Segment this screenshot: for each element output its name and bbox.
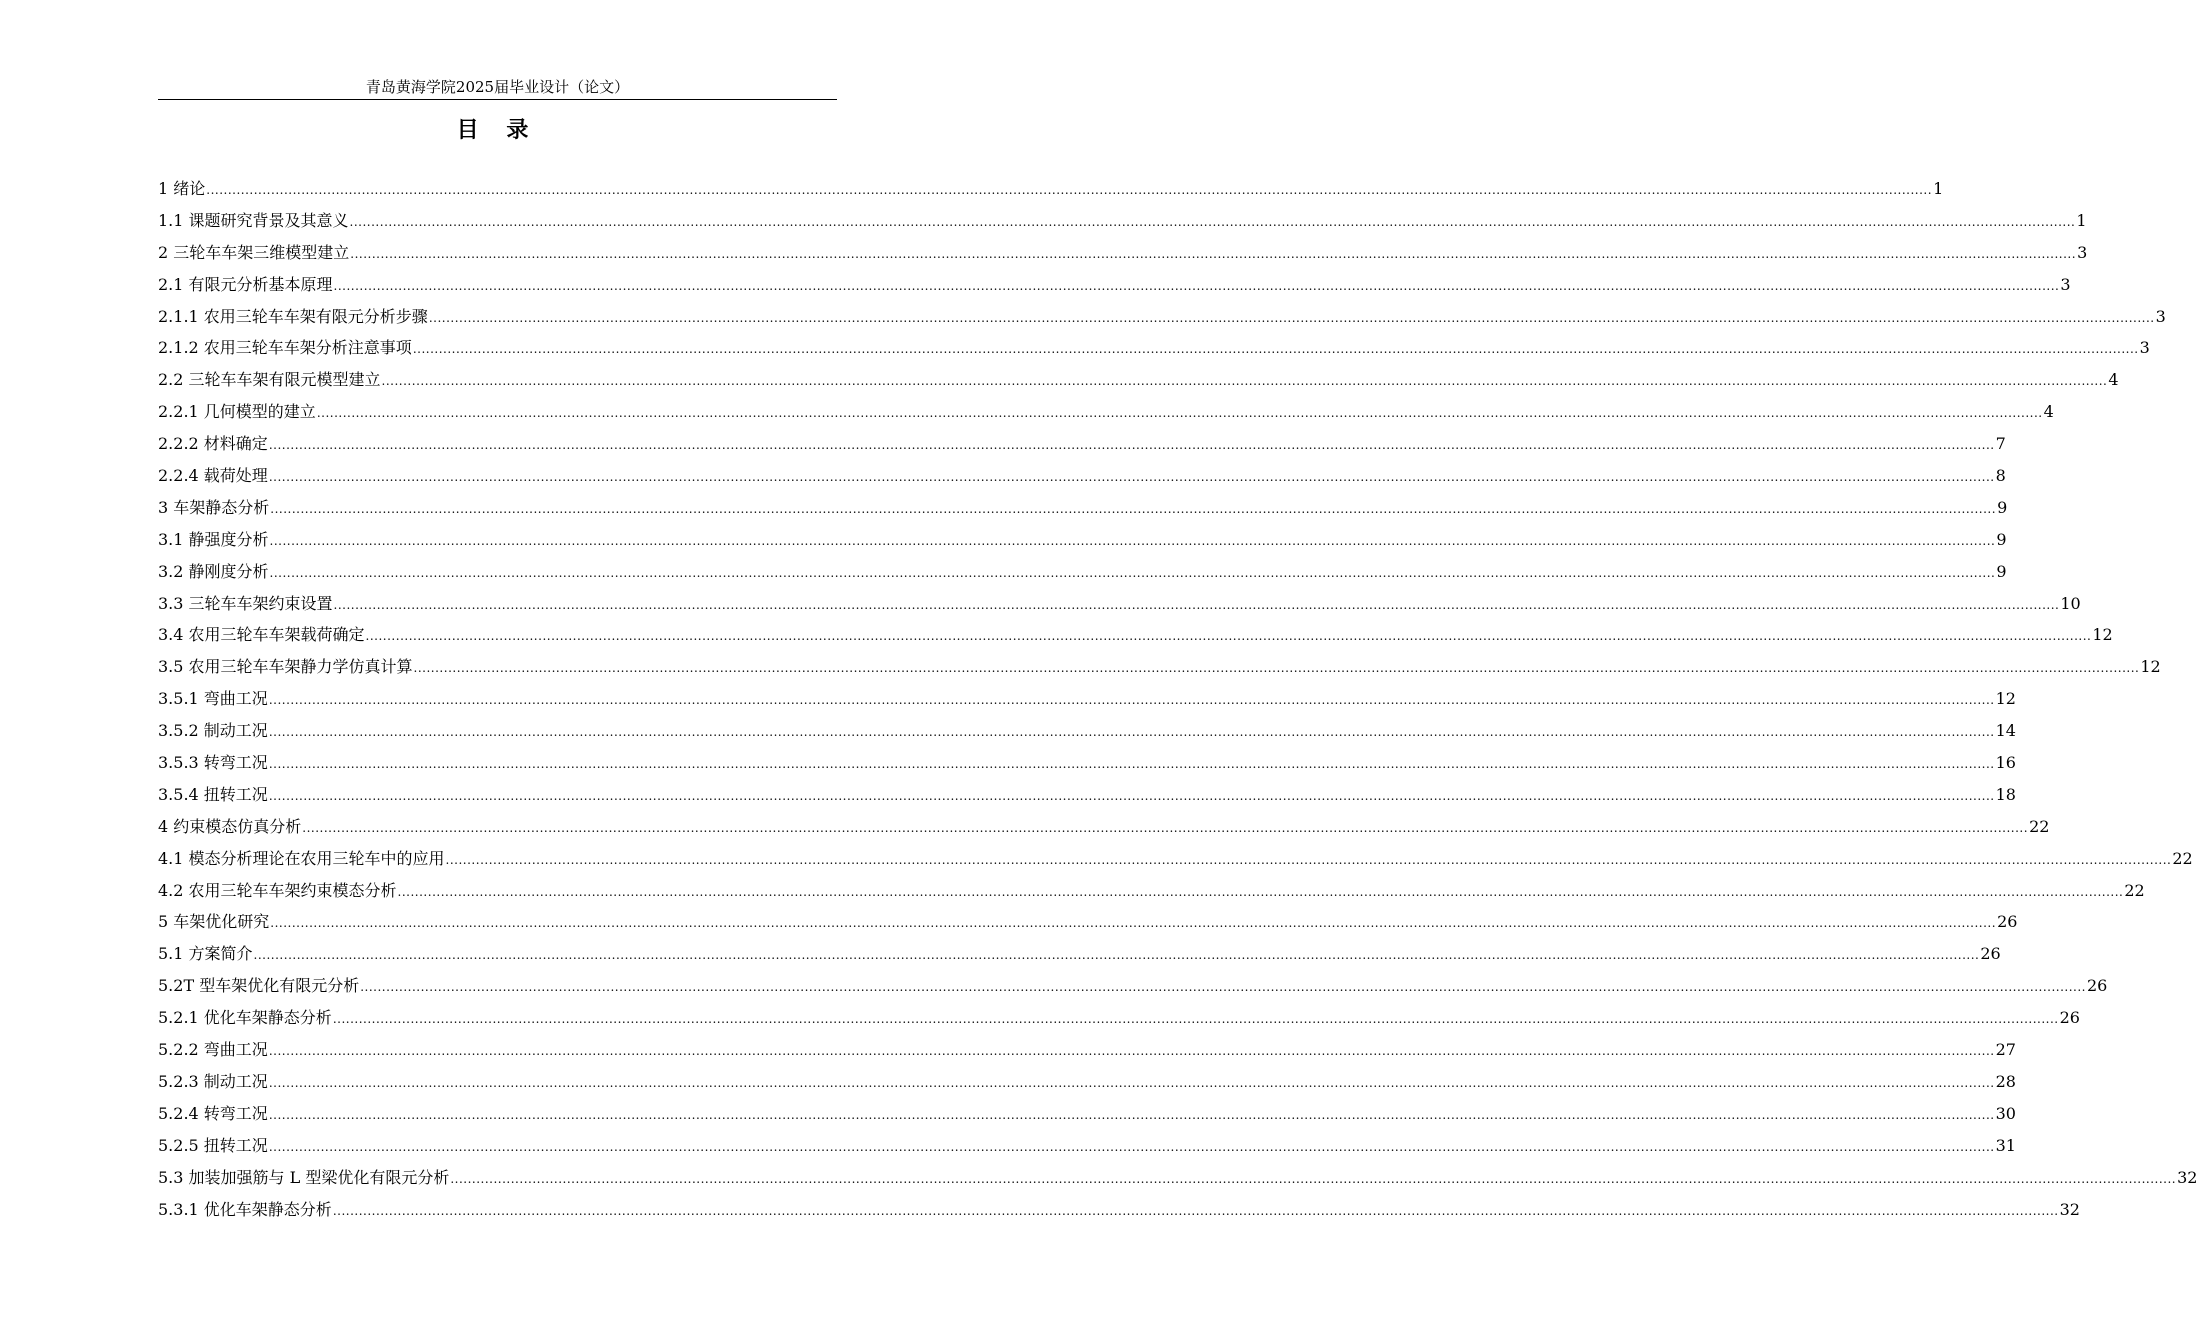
- toc-leader-dots: ................................................................................................................................................................................................................................................................................................................................................................................................................: [268, 725, 1995, 740]
- toc-entry-page: 3: [2139, 338, 2150, 358]
- toc-entry-page: 9: [1996, 529, 2007, 549]
- toc-leader-dots: ................................................................................................................................................................................................................................................................................................................................................................................................................: [268, 470, 1995, 485]
- toc-entry[interactable]: [158, 524, 2007, 556]
- toc-entry[interactable]: [158, 906, 2018, 938]
- toc-entry-label: 4 约束模态仿真分析: [158, 816, 302, 836]
- toc-entry-page: 22: [2029, 816, 2050, 836]
- toc-title: 目 录: [456, 118, 539, 143]
- toc-entry-page: 26: [1997, 912, 2018, 932]
- toc-entry-label: 2.1.2 农用三轮车车架分析注意事项: [158, 338, 412, 358]
- toc-entry-label: 3.1 静强度分析: [158, 529, 269, 549]
- toc-leader-dots: ................................................................................................................................................................................................................................................................................................................................................................................................................: [269, 565, 1996, 580]
- toc-leader-dots: ................................................................................................................................................................................................................................................................................................................................................................................................................: [270, 501, 1997, 516]
- toc-leader-dots: ................................................................................................................................................................................................................................................................................................................................................................................................................: [397, 884, 2124, 899]
- toc-entry-label: 3.5 农用三轮车车架静力学仿真计算: [158, 657, 413, 677]
- toc-entry[interactable]: [158, 301, 2166, 333]
- toc-entry-page: 26: [2087, 976, 2108, 996]
- toc-entry-label: 3.5.3 转弯工况: [158, 753, 268, 773]
- toc-entry-page: 12: [2140, 657, 2161, 677]
- toc-entry-page: 8: [1995, 466, 2006, 486]
- toc-entry-page: 10: [2060, 593, 2081, 613]
- toc-entry-page: 26: [1980, 944, 2001, 964]
- toc-entry-label: 1 绪论: [158, 179, 206, 198]
- toc-leader-dots: ................................................................................................................................................................................................................................................................................................................................................................................................................: [302, 820, 2029, 835]
- toc-entry-label: 4.1 模态分析理论在农用三轮车中的应用: [158, 848, 445, 868]
- toc-entry-page: 28: [1995, 1071, 2016, 1091]
- toc-leader-dots: ................................................................................................................................................................................................................................................................................................................................................................................................................: [206, 183, 1933, 197]
- toc-entry[interactable]: [158, 970, 2108, 1002]
- toc-entry[interactable]: [158, 715, 2016, 747]
- toc-leader-dots: ................................................................................................................................................................................................................................................................................................................................................................................................................: [428, 310, 2155, 325]
- toc-entry-label: 5 车架优化研究: [158, 912, 270, 932]
- toc-entry[interactable]: [158, 1098, 2016, 1130]
- toc-entry-page: 3: [2060, 274, 2071, 294]
- toc-entry-page: 14: [1995, 721, 2016, 741]
- toc-entry-page: 12: [1995, 689, 2016, 709]
- toc-entry-label: 2.2.4 载荷处理: [158, 466, 268, 486]
- toc-entry-label: 5.3.1 优化车架静态分析: [158, 1199, 332, 1219]
- toc-entry[interactable]: [158, 332, 2150, 364]
- toc-entry[interactable]: [158, 492, 2008, 524]
- toc-leader-dots: ................................................................................................................................................................................................................................................................................................................................................................................................................: [270, 916, 1997, 931]
- toc-entry[interactable]: [158, 237, 2088, 269]
- toc-entry-page: 31: [1995, 1135, 2016, 1155]
- toc-entry[interactable]: [158, 1034, 2016, 1066]
- toc-entry[interactable]: [158, 747, 2016, 779]
- toc-entry[interactable]: [158, 811, 2050, 843]
- toc-entry-page: 32: [2059, 1199, 2080, 1219]
- toc-entry-label: 2.1.1 农用三轮车车架有限元分析步骤: [158, 306, 428, 326]
- toc-entry[interactable]: [158, 1066, 2016, 1098]
- toc-entry[interactable]: [158, 779, 2016, 811]
- toc-entry[interactable]: [158, 938, 2001, 970]
- toc-entry-label: 5.1 方案简介: [158, 944, 253, 964]
- toc-leader-dots: ................................................................................................................................................................................................................................................................................................................................................................................................................: [333, 278, 2060, 293]
- toc-entry-page: 22: [2124, 880, 2145, 900]
- toc-leader-dots: ................................................................................................................................................................................................................................................................................................................................................................................................................: [316, 406, 2043, 421]
- toc-leader-dots: ................................................................................................................................................................................................................................................................................................................................................................................................................: [253, 948, 1980, 963]
- toc-entry[interactable]: [158, 364, 2119, 396]
- toc-entry-label: 5.2.5 扭转工况: [158, 1135, 268, 1155]
- toc-entry-label: 5.3 加装加强筋与 L 型梁优化有限元分析: [158, 1167, 450, 1187]
- toc-entry[interactable]: [158, 556, 2007, 588]
- toc-leader-dots: ................................................................................................................................................................................................................................................................................................................................................................................................................: [360, 980, 2086, 995]
- toc-entry-label: 3.5.2 制动工况: [158, 721, 268, 741]
- toc-entry-label: 3.2 静刚度分析: [158, 561, 269, 581]
- toc-leader-dots: ................................................................................................................................................................................................................................................................................................................................................................................................................: [268, 438, 1995, 453]
- toc-entry-page: 32: [2177, 1167, 2197, 1187]
- toc-leader-dots: ................................................................................................................................................................................................................................................................................................................................................................................................................: [268, 1107, 1995, 1122]
- toc-leader-dots: ................................................................................................................................................................................................................................................................................................................................................................................................................: [365, 629, 2092, 644]
- toc-leader-dots: ................................................................................................................................................................................................................................................................................................................................................................................................................: [350, 246, 2077, 261]
- toc-entry-page: 26: [2059, 1008, 2080, 1028]
- toc-entry-label: 5.2.3 制动工况: [158, 1071, 268, 1091]
- toc-leader-dots: ................................................................................................................................................................................................................................................................................................................................................................................................................: [413, 661, 2140, 676]
- toc-entry[interactable]: [158, 1002, 2080, 1034]
- toc-entry[interactable]: [158, 875, 2145, 907]
- toc-leader-dots: ................................................................................................................................................................................................................................................................................................................................................................................................................: [381, 374, 2108, 389]
- toc-entry-page: 18: [1995, 784, 2016, 804]
- toc-leader-dots: ................................................................................................................................................................................................................................................................................................................................................................................................................: [268, 788, 1995, 803]
- toc-entry-page: 9: [1996, 561, 2007, 581]
- toc-entry-label: 2 三轮车车架三维模型建立: [158, 242, 350, 262]
- table-of-contents: [158, 173, 2197, 1225]
- toc-entry-page: 3: [2155, 306, 2166, 326]
- toc-entry-page: 4: [2108, 370, 2119, 390]
- toc-entry-label: 2.2 三轮车车架有限元模型建立: [158, 370, 381, 390]
- toc-leader-dots: ................................................................................................................................................................................................................................................................................................................................................................................................................: [332, 1012, 2059, 1027]
- toc-leader-dots: ................................................................................................................................................................................................................................................................................................................................................................................................................: [268, 1044, 1995, 1059]
- toc-entry[interactable]: [158, 1162, 2197, 1194]
- toc-entry-page: 3: [2077, 242, 2088, 262]
- toc-leader-dots: ................................................................................................................................................................................................................................................................................................................................................................................................................: [268, 1075, 1995, 1090]
- toc-entry[interactable]: [158, 843, 2193, 875]
- toc-entry[interactable]: [158, 460, 2006, 492]
- toc-entry-label: 5.2T 型车架优化有限元分析: [158, 976, 360, 996]
- toc-entry[interactable]: [158, 205, 2087, 237]
- toc-entry-label: 3 车架静态分析: [158, 497, 270, 517]
- toc-entry-page: 7: [1995, 434, 2006, 454]
- toc-entry-label: 3.5.1 弯曲工况: [158, 689, 268, 709]
- toc-entry[interactable]: [158, 683, 2016, 715]
- toc-leader-dots: ................................................................................................................................................................................................................................................................................................................................................................................................................: [332, 1203, 2059, 1218]
- toc-entry-label: 5.2.4 转弯工况: [158, 1103, 268, 1123]
- toc-entry[interactable]: [158, 173, 1944, 205]
- toc-entry-label: 1.1 课题研究背景及其意义: [158, 210, 349, 230]
- toc-entry[interactable]: [158, 1194, 2080, 1226]
- toc-entry[interactable]: [158, 619, 2113, 651]
- toc-entry-label: 3.3 三轮车车架约束设置: [158, 593, 333, 613]
- toc-leader-dots: ................................................................................................................................................................................................................................................................................................................................................................................................................: [269, 533, 1996, 548]
- toc-entry[interactable]: [158, 396, 2054, 428]
- header-divider: [158, 99, 837, 100]
- toc-leader-dots: ................................................................................................................................................................................................................................................................................................................................................................................................................: [268, 693, 1995, 708]
- toc-leader-dots: ................................................................................................................................................................................................................................................................................................................................................................................................................: [268, 1139, 1995, 1154]
- toc-entry-page: 27: [1995, 1040, 2016, 1060]
- toc-leader-dots: ................................................................................................................................................................................................................................................................................................................................................................................................................: [268, 757, 1995, 772]
- page-header: 青岛黄海学院2025届毕业设计（论文）: [365, 78, 630, 96]
- toc-entry[interactable]: [158, 651, 2161, 683]
- toc-entry[interactable]: [158, 269, 2071, 301]
- toc-entry-page: 1: [2076, 210, 2087, 230]
- toc-leader-dots: ................................................................................................................................................................................................................................................................................................................................................................................................................: [450, 1171, 2177, 1186]
- toc-entry-page: 22: [2172, 848, 2193, 868]
- toc-entry-label: 5.2.1 优化车架静态分析: [158, 1008, 332, 1028]
- toc-entry[interactable]: [158, 588, 2081, 620]
- toc-entry-label: 2.2.1 几何模型的建立: [158, 402, 316, 422]
- toc-leader-dots: ................................................................................................................................................................................................................................................................................................................................................................................................................: [445, 852, 2172, 867]
- toc-entry-label: 3.4 农用三轮车车架载荷确定: [158, 625, 365, 645]
- toc-leader-dots: ................................................................................................................................................................................................................................................................................................................................................................................................................: [349, 214, 2076, 229]
- toc-entry-page: 9: [1997, 497, 2008, 517]
- toc-leader-dots: ................................................................................................................................................................................................................................................................................................................................................................................................................: [412, 342, 2139, 357]
- toc-entry[interactable]: [158, 428, 2006, 460]
- toc-entry-page: 12: [2092, 625, 2113, 645]
- toc-entry-label: 2.1 有限元分析基本原理: [158, 274, 333, 294]
- toc-entry-page: 4: [2043, 402, 2054, 422]
- toc-entry-label: 2.2.2 材料确定: [158, 434, 268, 454]
- toc-entry-page: 1: [1933, 179, 1944, 198]
- toc-entry-label: 5.2.2 弯曲工况: [158, 1040, 268, 1060]
- toc-entry-label: 3.5.4 扭转工况: [158, 784, 268, 804]
- toc-entry-page: 30: [1995, 1103, 2016, 1123]
- toc-entry-label: 4.2 农用三轮车车架约束模态分析: [158, 880, 397, 900]
- toc-entry-page: 16: [1995, 753, 2016, 773]
- toc-leader-dots: ................................................................................................................................................................................................................................................................................................................................................................................................................: [333, 597, 2060, 612]
- toc-entry[interactable]: [158, 1130, 2016, 1162]
